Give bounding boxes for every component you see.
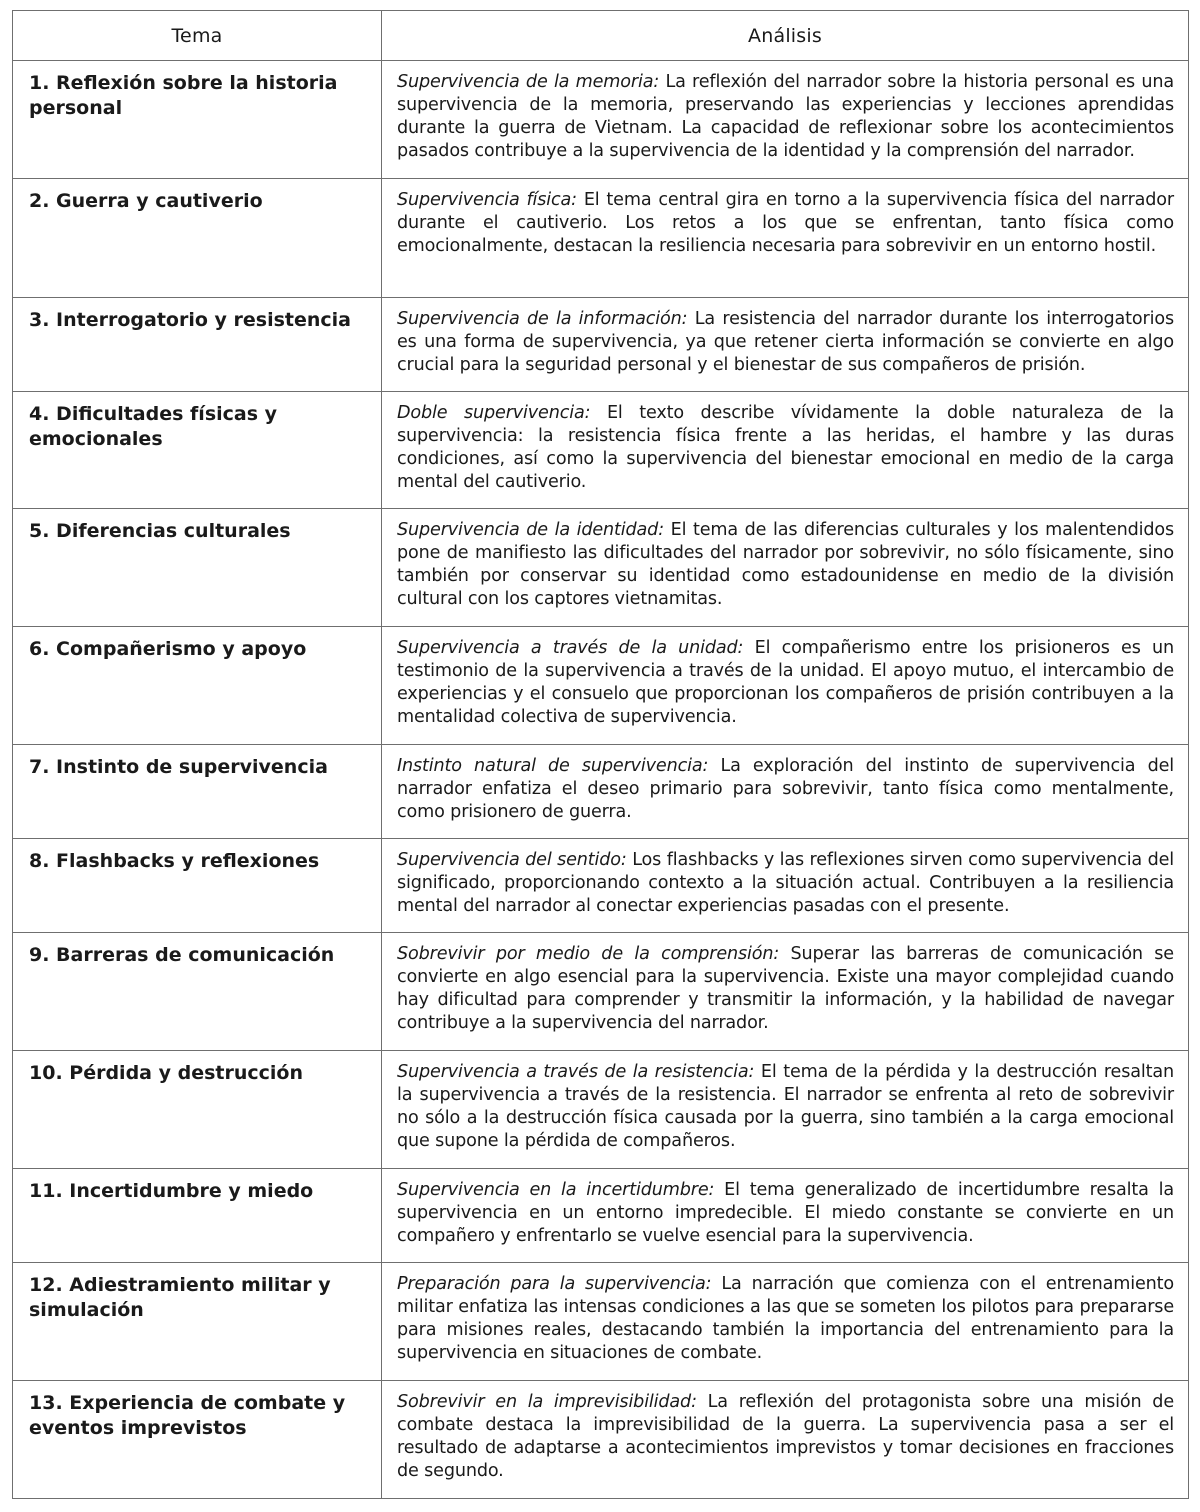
row-tema-cell: 8. Flashbacks y reflexiones	[13, 839, 382, 933]
table-row	[13, 509, 1189, 627]
row-tema-cell: 12. Adiestramiento militar y simulación	[13, 1263, 382, 1381]
analisis-lead-phrase: Supervivencia de la información:	[397, 309, 688, 329]
analisis-lead-phrase: Supervivencia de la memoria:	[397, 72, 660, 92]
table-row	[13, 392, 1189, 509]
analisis-body-text: La resistencia del narrador durante los interrogatorios es una forma de supervivencia, ya que retener cierta información se convierte en algo crucial para la seguridad personal y el bienestar de sus compañeros de prisión.	[397, 309, 1174, 375]
analisis-body-text: El tema de la pérdida y la destrucción resaltan la supervivencia a través de la resistencia. El narrador se enfrenta al reto de sobrevivir no sólo a la destrucción física causada por la guerra, sino también a la carga emocional que supone la pérdida de compañeros.	[397, 1062, 1174, 1151]
analisis-body-text: Superar las barreras de comunicación se convierte en algo esencial para la supervivencia. Existe una mayor complejidad cuando hay dificultad para comprender y transmitir la información, y la habilidad de navegar contribuye a la supervivencia del narrador.	[397, 944, 1174, 1033]
analisis-lead-phrase: Instinto natural de supervivencia:	[397, 756, 709, 776]
row-tema-cell: 5. Diferencias culturales	[13, 509, 382, 627]
row-analisis-cell	[382, 933, 1189, 1051]
row-tema-cell: 13. Experiencia de combate y eventos imprevistos	[13, 1381, 382, 1499]
table-row	[13, 1381, 1189, 1499]
row-tema-cell: 1. Reflexión sobre la historia personal	[13, 61, 382, 179]
analisis-body-text: El tema central gira en torno a la supervivencia física del narrador durante el cautiverio. Los retos a los que se enfrentan, tanto física como emocionalmente, destacan la resiliencia necesaria para sobrevivir en un entorno hostil.	[397, 190, 1174, 256]
row-analisis-cell	[382, 179, 1189, 298]
table-row	[13, 298, 1189, 392]
analisis-lead-phrase: Sobrevivir en la imprevisibilidad:	[397, 1392, 697, 1412]
row-tema-cell: 4. Dificultades físicas y emocionales	[13, 392, 382, 509]
row-analisis-cell	[382, 1169, 1189, 1263]
row-analisis-cell	[382, 509, 1189, 627]
row-tema-cell: 11. Incertidumbre y miedo	[13, 1169, 382, 1263]
header-tema: Tema	[13, 11, 382, 61]
analisis-body-text: La narración que comienza con el entrenamiento militar enfatiza las intensas condiciones a las que se someten los pilotos para prepararse para misiones reales, destacando también la importancia del entrenamiento para la supervivencia en situaciones de combate.	[397, 1274, 1174, 1363]
row-analisis-cell	[382, 627, 1189, 745]
row-analisis-cell	[382, 298, 1189, 392]
table-row	[13, 1169, 1189, 1263]
row-analisis-cell	[382, 1381, 1189, 1499]
row-analisis-cell	[382, 1051, 1189, 1169]
analisis-lead-phrase: Preparación para la supervivencia:	[397, 1274, 712, 1294]
analisis-body-text: El tema generalizado de incertidumbre resalta la supervivencia en un entorno impredecible. El miedo constante se convierte en un compañero y enfrentarlo se vuelve esencial para la supervivencia.	[397, 1180, 1175, 1246]
analisis-lead-phrase: Supervivencia de la identidad:	[397, 520, 664, 540]
analisis-lead-phrase: Supervivencia física:	[397, 190, 577, 210]
table-row	[13, 1263, 1189, 1381]
analisis-lead-phrase: Supervivencia a través de la resistencia:	[397, 1062, 755, 1082]
row-tema-cell: 7. Instinto de supervivencia	[13, 745, 382, 839]
analisis-body-text: La exploración del instinto de supervivencia del narrador enfatiza el deseo primario para sobrevivir, tanto física como mentalmente, como prisionero de guerra.	[397, 756, 1175, 822]
analisis-lead-phrase: Sobrevivir por medio de la comprensión:	[397, 944, 780, 964]
table-header-row	[13, 11, 1189, 61]
table-body	[13, 61, 1189, 1499]
analisis-body-text: Los flashbacks y las reflexiones sirven como supervivencia del significado, proporcionando contexto a la situación actual. Contribuyen a la resiliencia mental del narrador al conectar experiencias pasadas con el presente.	[397, 850, 1175, 916]
table-row	[13, 61, 1189, 179]
themes-analysis-table	[12, 10, 1189, 1499]
analisis-lead-phrase: Supervivencia en la incertidumbre:	[397, 1180, 715, 1200]
row-tema-cell: 3. Interrogatorio y resistencia	[13, 298, 382, 392]
analisis-lead-phrase: Supervivencia del sentido:	[397, 850, 627, 870]
analisis-body-text: El tema de las diferencias culturales y los malentendidos pone de manifiesto las dificultades del narrador por sobrevivir, no sólo físicamente, sino también por conservar su identidad como estadounidense en medio de la división cultural con los captores vietnamitas.	[397, 520, 1174, 609]
row-tema-cell: 9. Barreras de comunicación	[13, 933, 382, 1051]
table-row	[13, 627, 1189, 745]
analisis-body-text: La reflexión del protagonista sobre una misión de combate destaca la imprevisibilidad de la guerra. La supervivencia pasa a ser el resultado de adaptarse a acontecimientos imprevistos y tomar decisiones en fracciones de segundo.	[397, 1392, 1174, 1481]
analisis-lead-phrase: Doble supervivencia:	[397, 403, 591, 423]
row-tema-cell: 2. Guerra y cautiverio	[13, 179, 382, 298]
row-analisis-cell	[382, 839, 1189, 933]
row-tema-cell: 6. Compañerismo y apoyo	[13, 627, 382, 745]
analisis-body-text: El texto describe vívidamente la doble naturaleza de la supervivencia: la resistencia física frente a las heridas, el hambre y las duras condiciones, así como la supervivencia del bienestar emocional en medio de la carga mental del cautiverio.	[397, 403, 1175, 492]
analisis-lead-phrase: Supervivencia a través de la unidad:	[397, 638, 744, 658]
analisis-body-text: La reflexión del narrador sobre la historia personal es una supervivencia de la memoria, preservando las experiencias y lecciones aprendidas durante la guerra de Vietnam. La capacidad de reflexionar sobre los acontecimientos pasados contribuye a la supervivencia de la identidad y la comprensión del narrador.	[397, 72, 1174, 161]
analisis-body-text: El compañerismo entre los prisioneros es un testimonio de la supervivencia a través de la unidad. El apoyo mutuo, el intercambio de experiencias y el consuelo que proporcionan los compañeros de prisión contribuyen a la mentalidad colectiva de supervivencia.	[397, 638, 1174, 727]
row-analisis-cell	[382, 1263, 1189, 1381]
table-row	[13, 1051, 1189, 1169]
row-analisis-cell	[382, 745, 1189, 839]
row-analisis-cell	[382, 392, 1189, 509]
table-row	[13, 933, 1189, 1051]
row-tema-cell: 10. Pérdida y destrucción	[13, 1051, 382, 1169]
table-row	[13, 839, 1189, 933]
row-analisis-cell	[382, 61, 1189, 179]
table-row	[13, 745, 1189, 839]
table-row	[13, 179, 1189, 298]
header-analisis: Análisis	[382, 11, 1189, 61]
